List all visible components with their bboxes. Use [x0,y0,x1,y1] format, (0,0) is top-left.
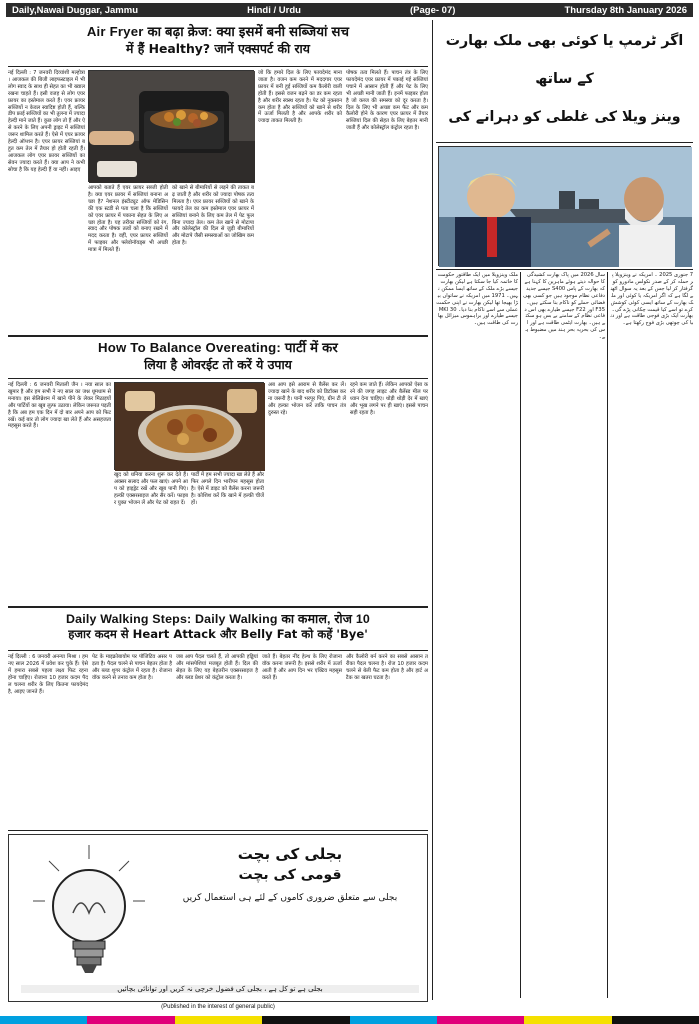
article3-column-1: नई दिल्ली : 6 जनवरी अनन्या मिश्रा । हम नए साल 2026 में प्रवेश कर चुके हैं। ऐसे में हमारा सबसे पहला लक्ष्य फिट रहना होना चाहिए। रोजाना 10 हजार कदम पैदल चलना शरीर के लिए कितना फायदेमंद है, आइए जानते हैं। [8,654,88,695]
article1-headline [8,22,428,62]
rule [8,650,428,651]
article2-column-2: खुद को धनिया करना शुरू कर देते हैं। अक्सर सलाद और फल खाएं। अपने आप को हाइड्रेट रखें और खूब पानी पिएं। हल्की एक्सरसाइज और सैर करें। फाइबर युक्त भोजन लें और पेट को राहत दें। [114,472,188,506]
masthead-paper-name: Daily,Nawai Duggar, Jammu [12,4,139,16]
article1-headline-line1: Air Fryer का बढ़ा क्रेज: क्या इसमें बनी सब्जियां सच [86,24,350,39]
urdu-column-3: ملک وینزویلا میں ایک طاقتور حکومت کا خاتمہ کیا جا سکتا ہے لیکن بھارت جیسے بڑے ملک کے ساتھ ایسا ممکن نہیں۔ 1971 میں امریکہ نے ساتواں بیڑا بھیجا تھا لیکن بھارت نے اپنی حکمت عملی سے اسے ناکام بنا دیا۔ 30 MKI جیسے طیارے اور براہموس میزائل بھارت کی طاقت ہیں۔ [436,272,518,327]
urdu-column-2: سال 2026 میں پاک بھارت کشیدگی کا حوالہ دیتے ہوئے ماہرین کا کہنا ہے کہ بھارت کے پاس S400 جیسے جدید دفاعی نظام موجود ہیں جو کسی بھی فضائی حملے کو ناکام بنا سکتے ہیں۔ F35 اور F22 جیسے طیارے بھی اس دفاعی نظام کے سامنے بے بس ہو سکتے ہیں۔ بھارت ایٹمی طاقت ہے اور اس کی بحریہ بحر ہند میں مضبوط ہے۔ [523,272,605,341]
ad-headline-1: بجلی کی بچت [237,845,343,863]
article2-column-5: रहने कम जाते हैं। लेकिन आपको ऐसा करने की जगह लाइट और बैलेंस्ड मील पर ध्यान देना चाहिए। थोड़ी थोड़ी देर में खाएं और भूख लगने पर ही खाएं। इससे पाचन सही रहता है। [350,382,428,416]
article2-headline [8,338,428,376]
article3-column-3: जब आप पैदल चलते हैं, तो आपकी हड्डियां और मांसपेशियां मजबूत होती हैं। दिल की सेहत के लिए यह बेहतरीन एक्सरसाइज है और ब्लड प्रेशर को कंट्रोल करता है। [176,654,258,681]
masthead-page-number: (Page- 07) [410,4,456,16]
urdu-column-1: 7 جنوری 2025 ۔ امریکہ نے وینزویلا پر حملہ کر کے صدر نکولس مادورو کو گرفتار کر لیا جس کے بعد یہ سوال اٹھنے لگا ہے کہ اگر امریکہ یا کوئی اور ملک بھارت کے ساتھ ایسی کوئی کوشش کرے تو اسے کیا قیمت چکانی پڑے گی۔ بھارت ایک بڑی فوجی طاقت ہے اور دنیا کی چوتھی بڑی فوج رکھتا ہے۔ [610,272,693,327]
color-registration-strip [0,1016,699,1024]
article2-headline-line1: How To Balance Overeating: पार्टी में कर [98,340,338,355]
article3-column-5: और कैलोरी बर्न करने का सबसे आसान तरीका पैदल चलना है। रोज 10 हजार कदम चलने से बेली फैट कम होता है और हार्ट अटैक का खतरा घटता है। [346,654,428,681]
food-illustration [115,383,265,471]
article1-column-3: को खाने से बीमारियों से लड़ने की ताकत बढ़ जाती है और शरीर को ज्यादा पोषक तत्व मिलता है। एयर फ्रायर सब्जियों को खाने के फायदे तेल का कम इस्तेमाल एयर फ्रायर में सब्जियां बनाने के लिए कम तेल में पेट फूल बिना ज्यादा तेल। कम तेल खाने से मोटापा और कोलेस्ट्रॉल की दिल से जुड़ी बीमारियों और मोटापे जैसी समस्याओं का जोखिम कम होता है। [172,185,254,247]
public-notice-ad [8,834,428,1002]
article3-column-4: जाते हैं। बेहतर नींद हेल्थ के लिए रोजाना वॉक करना जरूरी है। इससे शरीर में ऊर्जा आती है और आप दिन भर एक्टिव महसूस करते हैं। [262,654,342,681]
leaders-illustration [439,147,692,267]
article2-column-3: पार्टी में हम सभी ज्यादा खा लेते हैं और फिर अगले दिन भारीपन महसूस होता है। ऐसे में डाइट को बैलेंस करना जरूरी है। कोशिश करें कि खाने में हल्की चीजें हों। [191,472,264,506]
ad-message: بجلی سے متعلق ضروری کاموں کے لئے ہی استعمال کریں [182,893,398,903]
masthead-languages: Hindi / Urdu [247,4,301,16]
masthead-bar [6,3,693,17]
ad-tagline: بجلی ہے تو کل ہے ، بجلی کی فضول خرچی نہ کریں اور توانائی بچائیں [21,985,419,993]
article1-column-1: नई दिल्ली : 7 जनवरी दिव्यांशी मल्होत्रा । आजकल की बिजी लाइफस्टाइल में भी लोग स्वाद के साथ ही सेहत का भी ख्याल रखना चाहते हैं। इसी वजह से लोग एयर फ्रायर का इस्तेमाल करते हैं। एयर फ्रायर सब्जियों न केवल स्वादिष्ट होती हैं, बल्कि डीप फ्राई सब्जियों का भी तुलना में ज्यादा हेल्दी माने जाते हैं। कुछ लोग तो हैं और ऐसे करने के लिए अपनी ड्राइट में सब्जियां जरूर शामिल करते हैं। ऐसे में एयर फ्रायर हेल्दी ऑप्शन है। एयर फ्रायर सब्जियां बहुत कम तेल में तैयार हो होती रहती हैं। आजकल लोग एयर फ्रायर सब्जियों का सेवन ज्यादा करते हैं। क्या आप ने कभी सोचा है कि यह हेल्दी हैं या नहीं। आइए [8,70,85,173]
rule [436,142,693,143]
article3-headline-line1: Daily Walking Steps: Daily Walking का कमाल, रोज 10 [65,612,371,626]
article1-headline-line2: में हैं Healthy? जानें एक्सपर्ट की राय [126,41,310,56]
article3-headline [8,610,428,648]
article1-column-4: जो कि हमारे दिल के लिए फायदेमंद माना जाता है। वजन कम करने में मददगार एयर फ्रायर में बनी हुई सब्जियों कम कैलोरी वाली होती हैं। इससे वजन बढ़ने का डर कम रहता है और शरीर स्वस्थ रहता है। पेट को नुकसान कम होता है और सब्जियों को खाने से शरीर में ऊर्जा मिलती है और आपके शरीर को ज्यादा ताकत मिलती है। [258,70,342,125]
ad-headline-2: قومی کی بچت [238,867,342,883]
urdu-headline-line2: وینز ویلا کی غلطی کو دہرانے کی [448,109,681,125]
rule [436,269,693,270]
air-fryer-photo [88,70,254,182]
light-bulb-icon [19,841,159,991]
article1-column-2: आपको बताते हैं एयर फ्रायर सब्जी होती है। क्या एयर फ्रायर में सब्जियां बनाना अच्छा है? नेशनल इंस्टीट्यूट ऑफ मेडिसिन की एक स्टडी से पता चला है कि सब्जियों को एयर फ्रायर में पकाना सेहत के लिए अच्छा होता है। यह तरीका सब्जियों को रंग, स्वाद और पोषक तत्वों को बनाए रखने में मदद करता है। वहीं, एयर फ्रायर सब्जियों में फाइबर और फ्लेवोनॉयड्स भी अच्छी मात्रा में मिलते हैं। [88,185,168,254]
article2-column-4: अब आप इसे आराम से बैलेंस कर लें। ज्यादा खाने के बाद शरीर को डिटॉक्स करना जरूरी है। पानी भरपूर पिएं, ग्रीन टी लें और हल्का भोजन करें ताकि पाचन तंत्र दुरुस्त रहे। [268,382,346,416]
rule [8,830,428,831]
article3-column-2: पेट के माइक्रोबायोम पर पॉजिटिव असर पड़ता है। पैदल चलने से पाचन बेहतर होता है और ब्लड शुगर कंट्रोल में रहता है। रोजाना वॉक करने से तनाव कम होता है। [92,654,172,681]
leaders-photo [438,146,691,266]
section-divider [432,20,433,1000]
column-rule [520,272,521,998]
rule [8,606,428,608]
article2-headline-line2: लिया है ओवरईट तो करें ये उपाय [144,357,292,372]
article1-column-5: पोषक तत्व मिलते हैं। पाचन तंत्र के लिए फायदेमंद एयर फ्रायर में पकाई गई सब्जियां पचाने में आसान होती हैं और पेट के लिए भी अच्छी मानी जाती हैं। इनमें फाइबर होता है जो कब्ज की समस्या को दूर करता है। दिल के लिए भी अच्छा कम फैट और कम कैलोरी होने के कारण एयर फ्रायर में तैयार सब्जियां दिल की सेहत के लिए बेहतर मानी जाती हैं और कोलेस्ट्रॉल कंट्रोल रहता है। [346,70,428,132]
air-fryer-illustration [89,71,255,183]
rule [8,378,428,379]
column-rule [607,272,608,998]
urdu-headline [436,22,693,140]
rule [8,335,428,337]
food-photo [114,382,264,470]
urdu-headline-line1: اگر ٹرمپ یا کوئی بھی ملک بھارت کے ساتھ [445,33,684,87]
article2-column-1: नई दिल्ली : 6 जनवरी मिताली जैन । नया साल का खुमार है और हम सभी ने नए साल का जश्न धूमधाम से मनाया। इस सेलिब्रेशन में खाने पीने के लेकर मिठाइयों और पार्टियों का खूब लुत्फ उठाया। लेकिन जरूरत पड़ती है कि अब हम एक दिन में दो बार अपने आप को फिट रखें। कई बार तो लोग ज्यादा खा लेते हैं और असहजता महसूस करते हैं। [8,382,111,430]
article3-headline-line2: हजार कदम से Heart Attack और Belly Fat को कहें 'Bye' [68,627,368,641]
masthead-date: Thursday 8th January 2026 [564,4,687,16]
ad-footer: (Published in the interest of general public) [161,1004,275,1010]
rule [8,66,428,67]
